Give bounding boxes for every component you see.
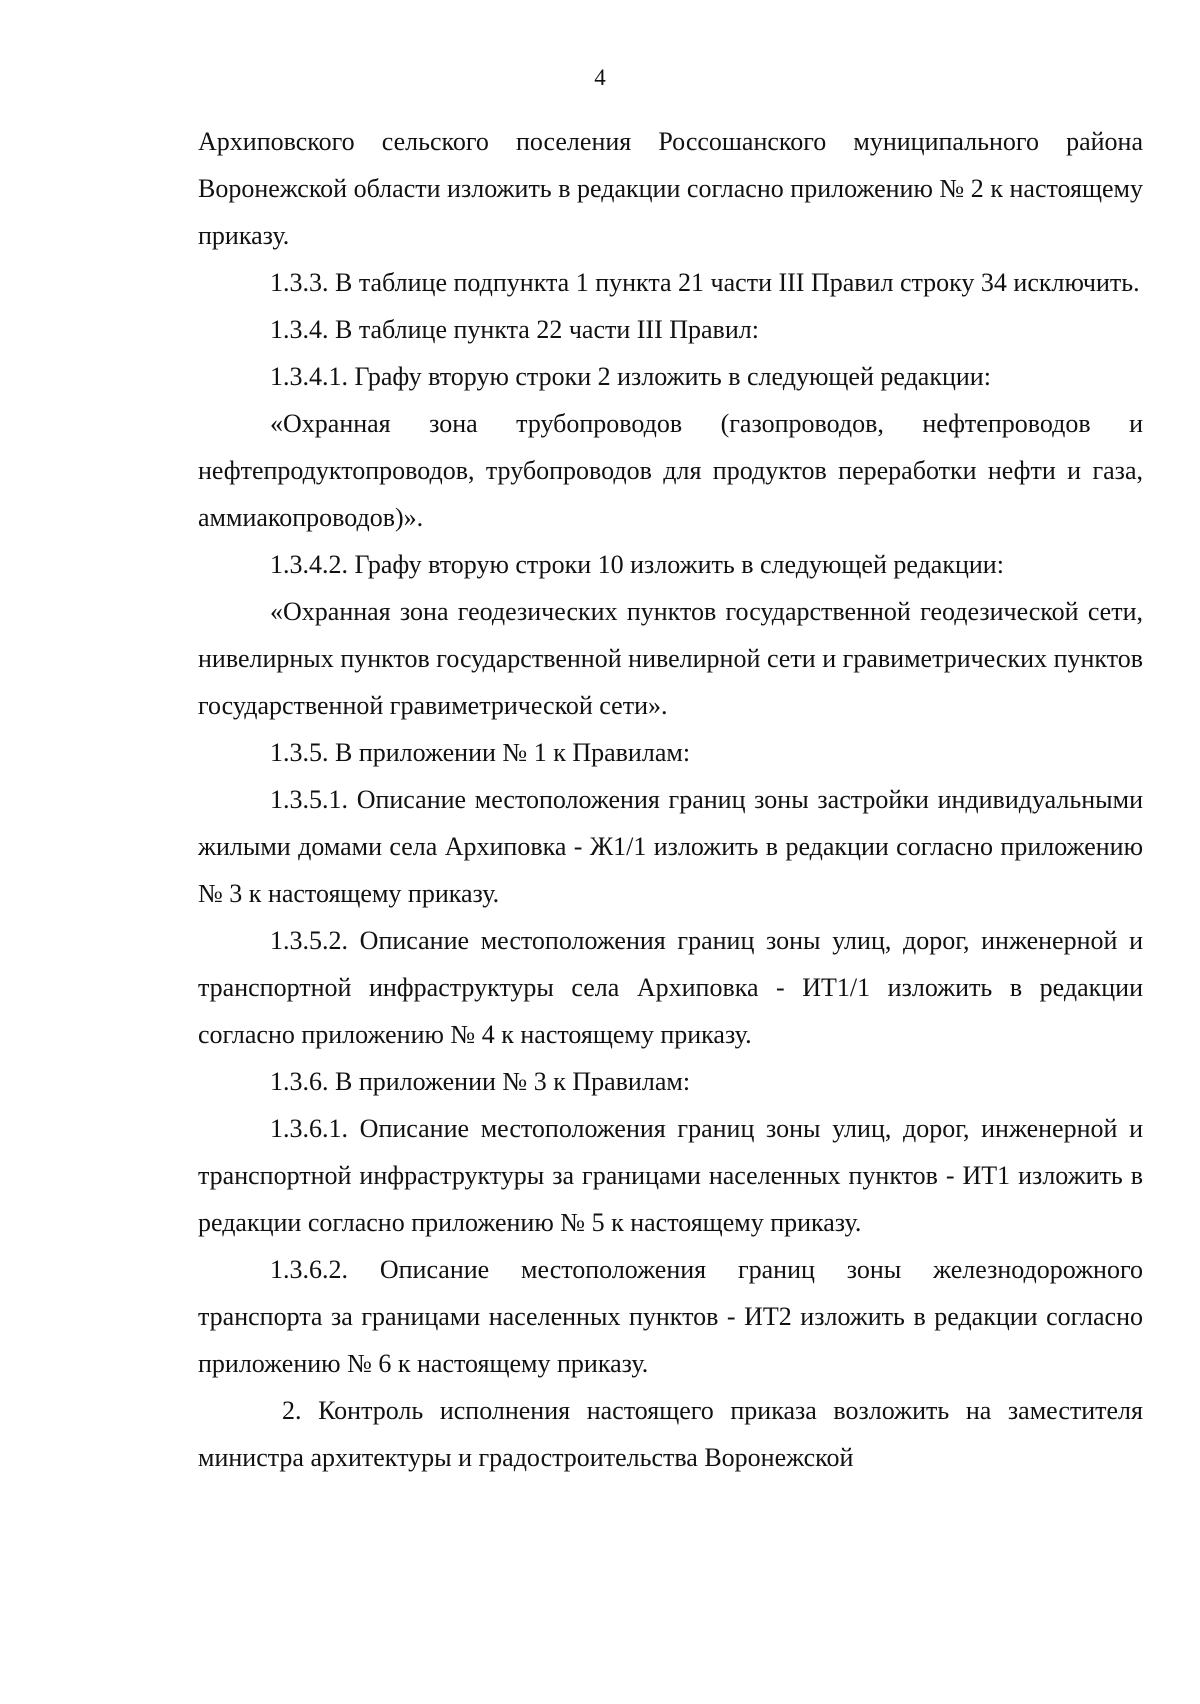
quoted-text-pipeline-zone: «Охранная зона трубопроводов (газопроводов, нефтепроводов и нефтепродуктопроводов, трубопроводов для продуктов переработки нефти и газа, аммиакопроводов)». [198,409,1143,532]
paragraph-1-3-6: 1.3.6. В приложении № 3 к Правилам: [270,1067,691,1096]
paragraph-1-3-6-2: 1.3.6.2. Описание местоположения границ зоны железнодорожного транспорта за границами населенных пунктов - ИТ2 изложить в редакции согласно приложению № 6 к настоящему приказу. [198,1255,1143,1378]
paragraph-2-control: 2. Контроль исполнения настоящего приказа возложить на заместителя министра архитектуры и градостроительства Воронежской [198,1396,1143,1472]
paragraph-1-3-6-1: 1.3.6.1. Описание местоположения границ зоны улиц, дорог, инженерной и транспортной инфраструктуры за границами населенных пунктов - ИТ1 изложить в редакции согласно приложению № 5 к настоящему приказу. [198,1114,1143,1237]
paragraph-1-3-5: 1.3.5. В приложении № 1 к Правилам: [270,738,691,767]
page-number: 4 [594,65,606,90]
paragraph-1-3-3: 1.3.3. В таблице подпункта 1 пункта 21 части III Правил строку 34 исключить. [270,268,1140,297]
paragraph-1-3-4-2: 1.3.4.2. Графу вторую строки 10 изложить в следующей редакции: [270,550,1004,579]
paragraph-continuation: Архиповского сельского поселения Россошанского муниципального района Воронежской области изложить в редакции согласно приложению № 2 к настоящему приказу. [198,127,1143,250]
paragraph-1-3-5-1: 1.3.5.1. Описание местоположения границ зоны застройки индивидуальными жилыми домами села Архиповка - Ж1/1 изложить в редакции согласно приложению № 3 к настоящему приказу. [198,785,1143,908]
document-body [198,118,1143,1481]
paragraph-1-3-4-1: 1.3.4.1. Графу вторую строки 2 изложить в следующей редакции: [270,362,991,391]
paragraph-1-3-4: 1.3.4. В таблице пункта 22 части III Правил: [270,315,759,344]
paragraph-1-3-5-2: 1.3.5.2. Описание местоположения границ зоны улиц, дорог, инженерной и транспортной инфраструктуры села Архиповка - ИТ1/1 изложить в редакции согласно приложению № 4 к настоящему приказу. [198,926,1143,1049]
quoted-text-geodesic-zone: «Охранная зона геодезических пунктов государственной геодезической сети, нивелирных пунктов государственной нивелирной сети и гравиметрических пунктов государственной гравиметрической сети». [198,597,1143,720]
